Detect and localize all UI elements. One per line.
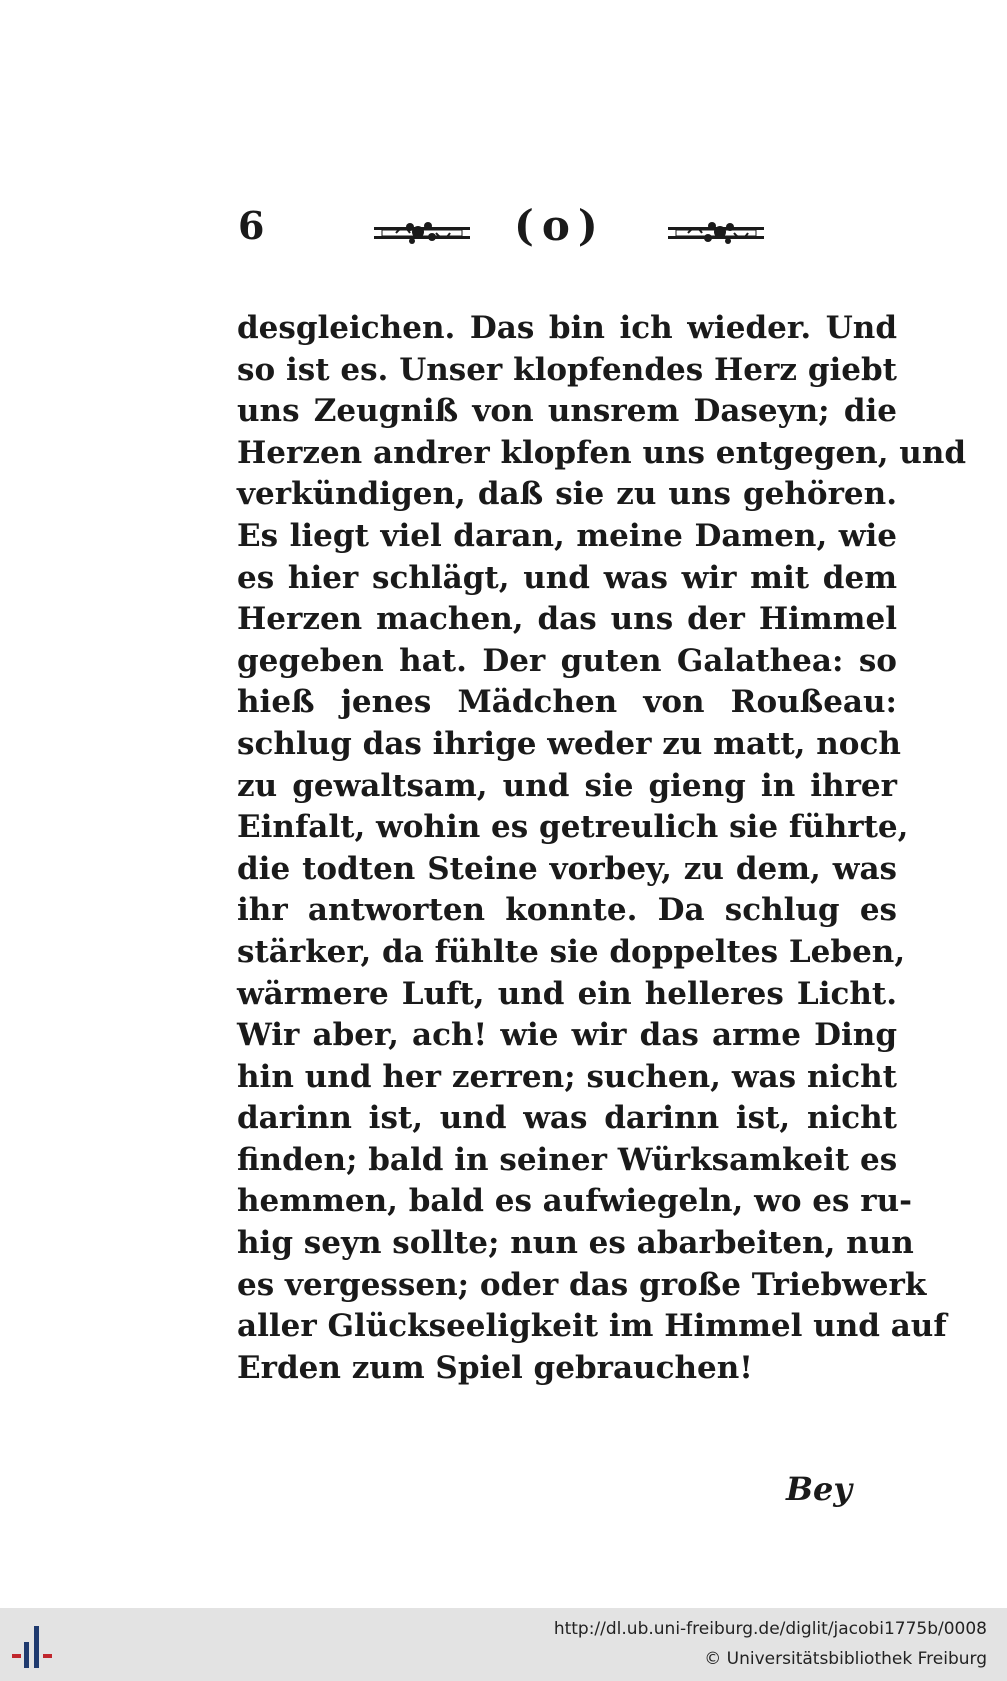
text-line: darinn ist, und was darinn ist, nicht	[237, 1100, 897, 1137]
text-line: es hier schlägt, und was wir mit dem	[237, 559, 897, 596]
text-line: wärmere Luft, und ein helleres Licht.	[237, 975, 897, 1012]
text-line: finden; bald in seiner Würksamkeit es	[237, 1141, 898, 1178]
text-line: gegeben hat. Der guten Galathea: so	[237, 642, 897, 679]
text-line: es vergessen; oder das große Triebwerk	[237, 1266, 927, 1303]
ub-freiburg-logo-icon[interactable]	[10, 1620, 60, 1672]
text-line: Einfalt, wohin es getreulich sie führte,	[237, 809, 909, 846]
text-line: desgleichen. Das bin ich wieder. Und	[237, 310, 897, 346]
text-line: stärker, da fühlte sie doppeltes Leben,	[237, 933, 906, 970]
text-line: so ist es. Unser klopfendes Herz giebt	[237, 351, 897, 388]
page-header	[238, 201, 898, 259]
footer-url-link[interactable]: http://dl.ub.uni-freiburg.de/diglit/jacobi1775b/0008	[553, 1619, 987, 1639]
footer-bar	[0, 1608, 1007, 1681]
text-line: Herzen andrer klopfen uns entgegen, und	[237, 434, 967, 471]
body-text	[237, 308, 967, 1389]
ornament-right-icon	[668, 217, 764, 251]
text-line: zu gewaltsam, und sie gieng in ihrer	[237, 767, 897, 804]
signature-mark: (o)	[514, 201, 606, 250]
text-line: Wir aber, ach! wie wir das arme Ding	[237, 1017, 897, 1054]
text-line: Herzen machen, das uns der Himmel	[237, 601, 897, 638]
text-line: schlug das ihrige weder zu matt, noch	[237, 725, 901, 762]
text-line: hemmen, bald es aufwiegeln, wo es ru-	[237, 1183, 912, 1220]
catchword: Bey	[786, 1470, 852, 1508]
text-line: hieß jenes Mädchen von Roußeau:	[237, 684, 897, 721]
text-line: ihr antworten konnte. Da schlug es	[237, 892, 897, 929]
text-line: verkündigen, daß sie zu uns gehören.	[237, 476, 897, 513]
text-line: aller Glückseeligkeit im Himmel und auf	[237, 1308, 947, 1345]
text-line: uns Zeugniß von unsrem Daseyn; die	[237, 393, 897, 430]
text-line: Erden zum Spiel gebrauchen!	[237, 1349, 753, 1386]
ornament-left-icon	[374, 217, 470, 251]
text-line: die todten Steine vorbey, zu dem, was	[237, 850, 897, 887]
footer-copyright: © Universitätsbibliothek Freiburg	[704, 1649, 987, 1669]
text-line: Es liegt viel daran, meine Damen, wie	[237, 517, 897, 554]
text-line: hig seyn sollte; nun es abarbeiten, nun	[237, 1225, 914, 1262]
text-line: hin und her zerren; suchen, was nicht	[237, 1058, 897, 1095]
page-number: 6	[238, 203, 265, 248]
